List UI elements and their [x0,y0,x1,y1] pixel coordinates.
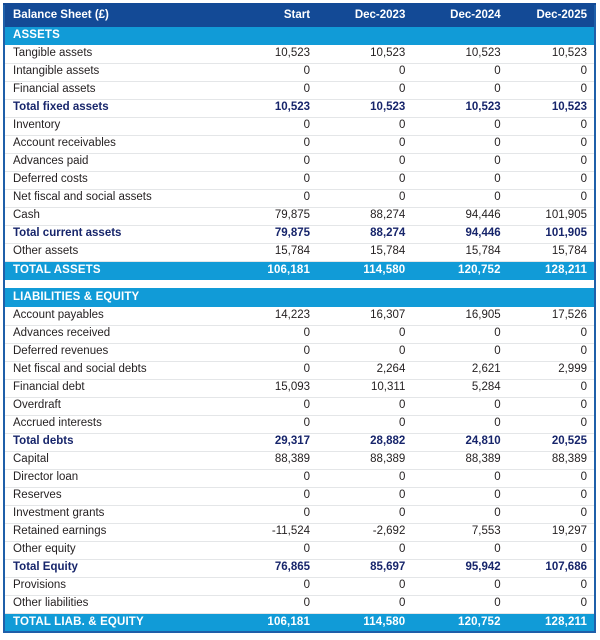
row-label: Inventory [4,117,221,135]
row-value: 0 [508,469,595,487]
row-value: 15,093 [221,379,317,397]
row-value: 85,697 [317,559,412,577]
column-header-dec-2024: Dec-2024 [412,4,507,26]
row-label: Total fixed assets [4,99,221,117]
row-value: 15,784 [317,243,412,261]
row-value: 0 [317,595,412,613]
row-value: 0 [412,397,507,415]
table-row [4,523,595,541]
subtotal-row [4,225,595,243]
row-value: 10,523 [221,99,317,117]
row-value: 0 [508,343,595,361]
section-title: LIABILITIES & EQUITY [4,288,595,307]
row-value: 15,784 [508,243,595,261]
row-value: 0 [317,505,412,523]
row-value: 88,389 [508,451,595,469]
row-value: 0 [221,505,317,523]
row-label: Accrued interests [4,415,221,433]
subtotal-row [4,99,595,117]
table-row [4,451,595,469]
table-row [4,153,595,171]
row-value: 0 [221,63,317,81]
table-row [4,81,595,99]
table-row [4,135,595,153]
grand-total-label: TOTAL LIAB. & EQUITY [4,613,221,632]
row-value: 0 [508,505,595,523]
table-row [4,595,595,613]
row-value: 95,942 [412,559,507,577]
row-value: 79,875 [221,225,317,243]
row-value: 76,865 [221,559,317,577]
table-row [4,189,595,207]
row-value: 5,284 [412,379,507,397]
row-value: 14,223 [221,307,317,325]
row-label: Total debts [4,433,221,451]
row-value: 0 [317,135,412,153]
row-value: 7,553 [412,523,507,541]
row-label: Tangible assets [4,45,221,63]
row-value: 0 [508,81,595,99]
row-label: Reserves [4,487,221,505]
row-value: 0 [508,117,595,135]
row-value: 17,526 [508,307,595,325]
row-value: 16,307 [317,307,412,325]
section-title: ASSETS [4,26,595,45]
column-header-start: Start [221,4,317,26]
table-row [4,379,595,397]
row-value: 0 [221,153,317,171]
grand-total-value: 120,752 [412,613,507,632]
row-value: 0 [317,577,412,595]
row-label: Account payables [4,307,221,325]
row-value: 0 [221,81,317,99]
row-value: 0 [317,153,412,171]
row-value: 0 [508,487,595,505]
row-value: 0 [221,469,317,487]
row-value: 0 [412,469,507,487]
row-value: 0 [317,81,412,99]
table-row [4,307,595,325]
row-value: 0 [317,325,412,343]
table-row [4,487,595,505]
row-value: 0 [508,397,595,415]
row-value: 0 [317,63,412,81]
row-value: 94,446 [412,225,507,243]
row-value: 0 [412,577,507,595]
row-value: 101,905 [508,207,595,225]
row-value: 10,523 [508,99,595,117]
row-value: 10,523 [508,45,595,63]
row-value: 0 [221,487,317,505]
grand-total-label: TOTAL ASSETS [4,261,221,280]
table-row [4,469,595,487]
grand-total-value: 128,211 [508,613,595,632]
grand-total-value: 114,580 [317,261,412,280]
row-value: 88,389 [412,451,507,469]
row-value: 0 [221,361,317,379]
row-value: 0 [412,541,507,559]
row-value: 0 [508,63,595,81]
row-label: Other liabilities [4,595,221,613]
subtotal-row [4,559,595,577]
table-row [4,397,595,415]
row-value: 88,389 [317,451,412,469]
row-value: -11,524 [221,523,317,541]
row-value: 0 [508,577,595,595]
row-value: 0 [221,135,317,153]
grand-total-value: 106,181 [221,261,317,280]
row-value: 2,621 [412,361,507,379]
section-header-row [4,26,595,45]
row-value: 0 [508,325,595,343]
row-value: 20,525 [508,433,595,451]
row-value: 88,389 [221,451,317,469]
row-value: 0 [412,415,507,433]
column-header-dec-2025: Dec-2025 [508,4,595,26]
row-label: Advances received [4,325,221,343]
row-label: Intangible assets [4,63,221,81]
row-value: 0 [508,541,595,559]
row-value: 10,523 [317,45,412,63]
table-row [4,343,595,361]
row-value: 0 [317,541,412,559]
header-row [4,4,595,26]
table-row [4,325,595,343]
balance-sheet-table [3,3,596,633]
grand-total-value: 114,580 [317,613,412,632]
row-value: 0 [412,343,507,361]
row-value: -2,692 [317,523,412,541]
row-value: 0 [317,171,412,189]
row-value: 0 [508,189,595,207]
row-value: 0 [412,117,507,135]
row-value: 0 [221,397,317,415]
table-row [4,577,595,595]
row-value: 0 [221,325,317,343]
row-label: Provisions [4,577,221,595]
row-value: 0 [412,153,507,171]
row-value: 2,999 [508,361,595,379]
row-label: Total current assets [4,225,221,243]
row-value: 2,264 [317,361,412,379]
section-header-row [4,288,595,307]
row-value: 0 [508,153,595,171]
row-label: Financial debt [4,379,221,397]
subtotal-row [4,433,595,451]
row-value: 0 [508,135,595,153]
row-value: 0 [317,469,412,487]
grand-total-value: 120,752 [412,261,507,280]
row-value: 10,523 [317,99,412,117]
table-title: Balance Sheet (£) [4,4,221,26]
row-label: Overdraft [4,397,221,415]
row-value: 88,274 [317,225,412,243]
row-value: 0 [221,577,317,595]
row-value: 0 [317,415,412,433]
grand-total-row [4,613,595,632]
table-body [4,26,595,632]
table-row [4,207,595,225]
row-value: 101,905 [508,225,595,243]
grand-total-value: 106,181 [221,613,317,632]
row-value: 0 [412,135,507,153]
grand-total-row [4,261,595,280]
row-label: Other equity [4,541,221,559]
row-label: Director loan [4,469,221,487]
row-value: 15,784 [221,243,317,261]
row-value: 0 [412,505,507,523]
row-value: 0 [508,379,595,397]
row-value: 10,523 [412,45,507,63]
row-label: Financial assets [4,81,221,99]
row-value: 29,317 [221,433,317,451]
row-value: 0 [508,415,595,433]
row-label: Advances paid [4,153,221,171]
row-value: 15,784 [412,243,507,261]
row-value: 0 [412,189,507,207]
row-label: Deferred costs [4,171,221,189]
row-value: 0 [317,487,412,505]
table-row [4,541,595,559]
table-row [4,117,595,135]
section-spacer-cell [4,280,595,288]
row-value: 0 [221,343,317,361]
row-label: Other assets [4,243,221,261]
row-label: Deferred revenues [4,343,221,361]
table-row [4,63,595,81]
row-value: 16,905 [412,307,507,325]
row-value: 0 [412,171,507,189]
grand-total-value: 128,211 [508,261,595,280]
row-value: 88,274 [317,207,412,225]
row-value: 0 [412,487,507,505]
table-row [4,243,595,261]
section-spacer [4,280,595,288]
row-value: 0 [221,595,317,613]
row-value: 0 [221,541,317,559]
row-value: 79,875 [221,207,317,225]
table-row [4,361,595,379]
row-label: Account receivables [4,135,221,153]
row-value: 10,311 [317,379,412,397]
column-header-dec-2023: Dec-2023 [317,4,412,26]
row-value: 0 [221,171,317,189]
row-label: Net fiscal and social debts [4,361,221,379]
row-label: Cash [4,207,221,225]
row-value: 0 [317,343,412,361]
row-value: 0 [317,397,412,415]
row-label: Capital [4,451,221,469]
row-label: Total Equity [4,559,221,577]
row-value: 94,446 [412,207,507,225]
row-value: 0 [221,189,317,207]
row-label: Net fiscal and social assets [4,189,221,207]
row-value: 0 [508,595,595,613]
row-value: 0 [412,63,507,81]
row-value: 10,523 [412,99,507,117]
table-row [4,505,595,523]
row-label: Retained earnings [4,523,221,541]
row-value: 19,297 [508,523,595,541]
table-row [4,171,595,189]
row-value: 0 [221,117,317,135]
row-value: 0 [412,325,507,343]
table-row [4,45,595,63]
row-value: 10,523 [221,45,317,63]
row-value: 0 [317,189,412,207]
row-value: 0 [508,171,595,189]
row-value: 0 [221,415,317,433]
row-value: 28,882 [317,433,412,451]
row-label: Investment grants [4,505,221,523]
table-header [4,4,595,26]
row-value: 24,810 [412,433,507,451]
row-value: 0 [412,81,507,99]
row-value: 0 [412,595,507,613]
row-value: 0 [317,117,412,135]
row-value: 107,686 [508,559,595,577]
table-row [4,415,595,433]
